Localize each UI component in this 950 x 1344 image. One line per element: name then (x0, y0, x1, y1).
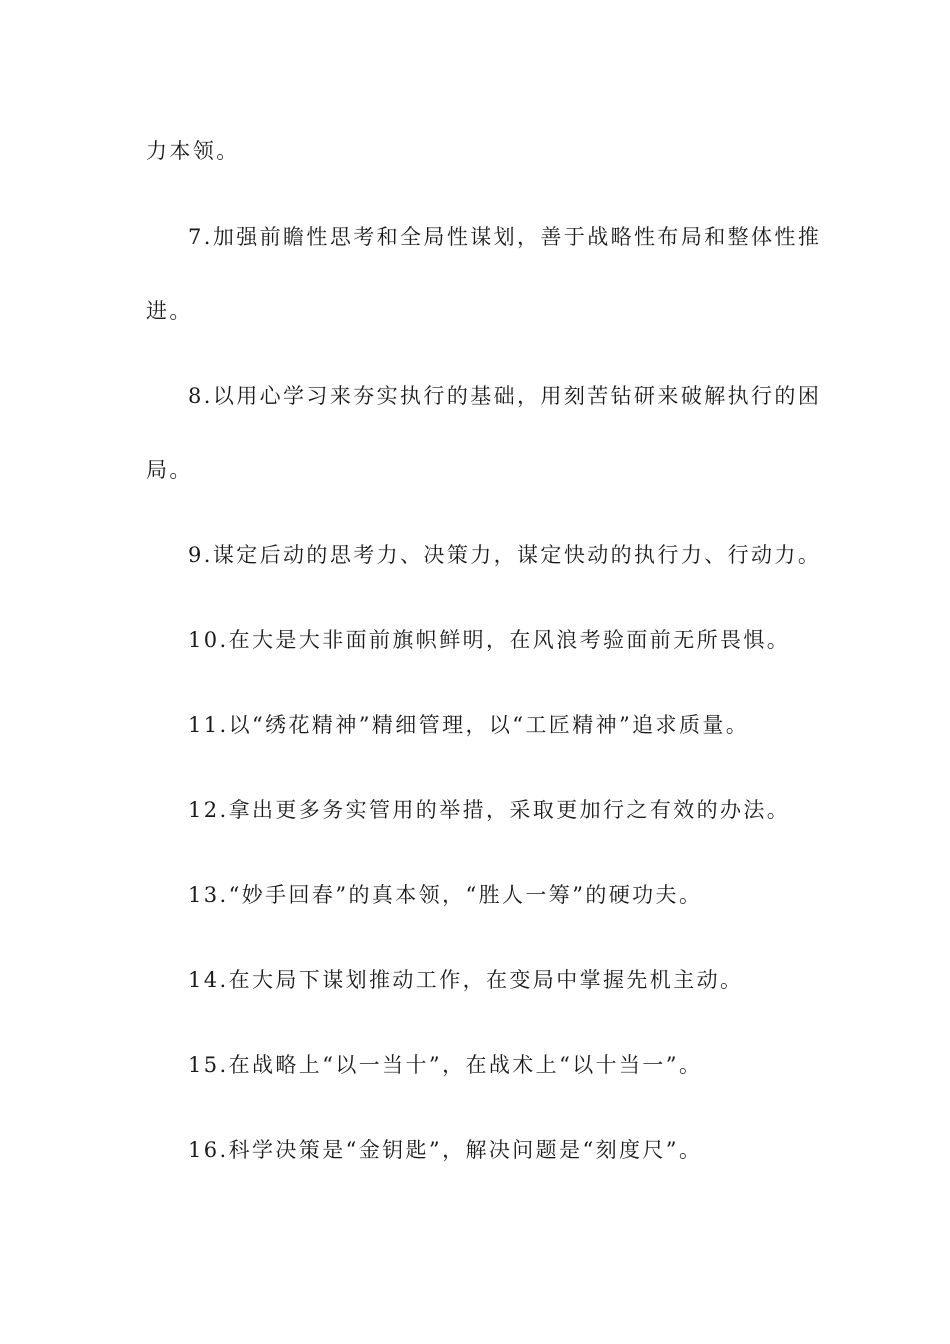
paragraph-line: 局。 (146, 458, 193, 482)
paragraph-line: 10.在大是大非面前旗帜鲜明，在风浪考验面前无所畏惧。 (188, 628, 791, 652)
paragraph-line: 11.以“绣花精神”精细管理，以“工匠精神”追求质量。 (188, 713, 750, 737)
paragraph-line: 力本领。 (146, 139, 240, 163)
paragraph-line: 8.以用心学习来夯实执行的基础，用刻苦钻研来破解执行的困 (188, 384, 822, 408)
paragraph-line: 7.加强前瞻性思考和全局性谋划，善于战略性布局和整体性推 (188, 225, 822, 249)
paragraph-line: 16.科学决策是“金钥匙”，解决问题是“刻度尺”。 (188, 1138, 703, 1162)
paragraph-line: 14.在大局下谋划推动工作，在变局中掌握先机主动。 (188, 968, 744, 992)
paragraph-line: 进。 (146, 299, 193, 323)
paragraph-line: 12.拿出更多务实管用的举措，采取更加行之有效的办法。 (188, 798, 791, 822)
paragraph-line: 13.“妙手回春”的真本领，“胜人一筹”的硬功夫。 (188, 883, 703, 907)
paragraph-line: 15.在战略上“以一当十”，在战术上“以十当一”。 (188, 1053, 703, 1077)
paragraph-line: 9.谋定后动的思考力、决策力，谋定快动的执行力、行动力。 (188, 543, 822, 567)
